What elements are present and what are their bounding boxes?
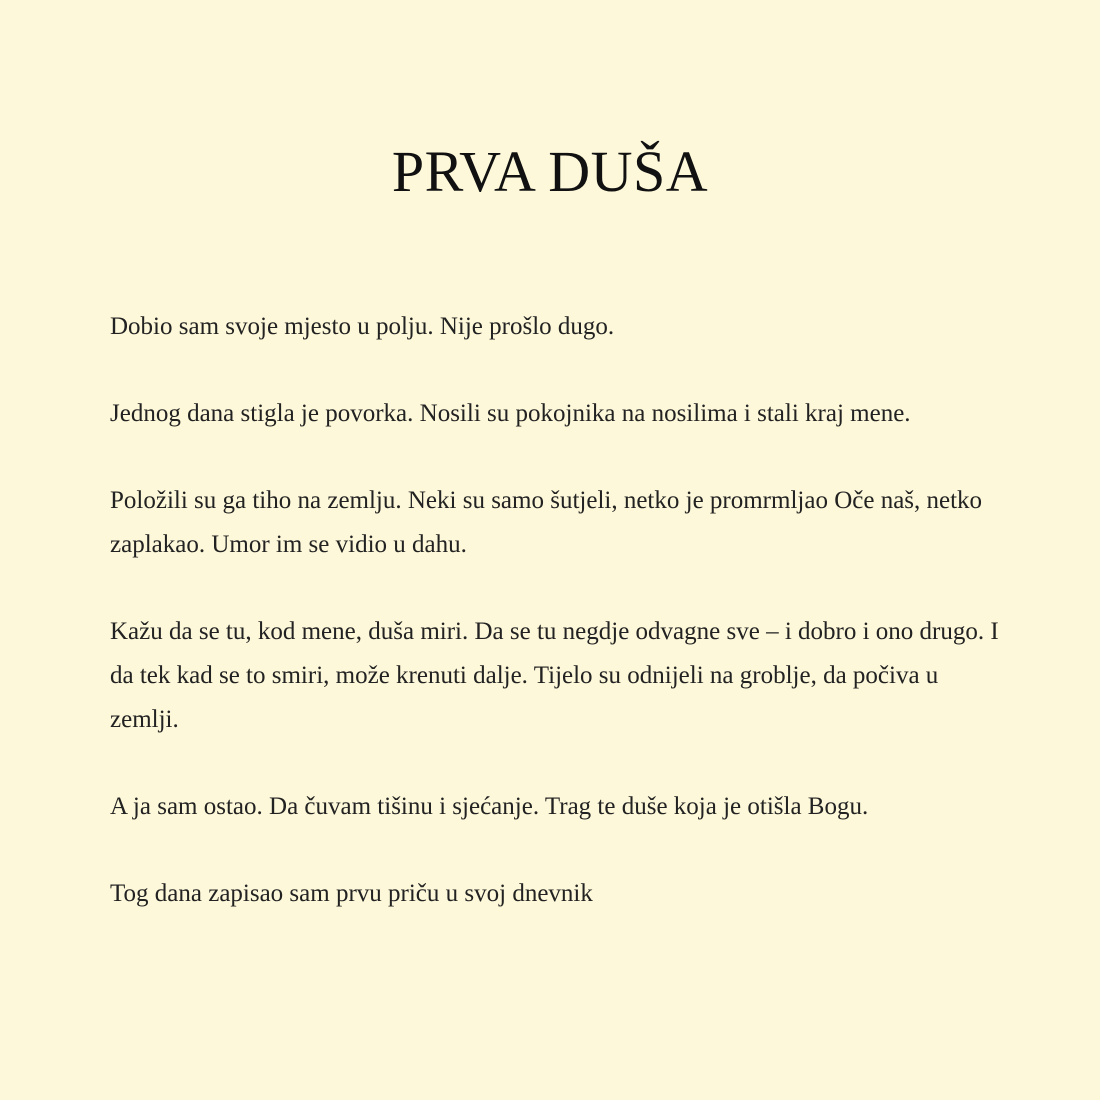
page-title: PRVA DUŠA bbox=[391, 139, 709, 204]
paragraph-4: Kažu da se tu, kod mene, duša miri. Da se tu negdje odvagne sve – i dobro i ono drugo. I da tek kad se to smiri, može krenuti dalje. Tijelo su odnijeli na groblje, da počiva u zemlji. bbox=[110, 618, 999, 733]
paragraph-3: Položili su ga tiho na zemlju. Neki su samo šutjeli, netko je promrmljao Oče naš, netko zaplakao. Umor im se vidio u dahu. bbox=[110, 487, 983, 558]
paragraph-1: Dobio sam svoje mjesto u polju. Nije prošlo dugo. bbox=[110, 313, 615, 340]
paragraph-6: Tog dana zapisao sam prvu priču u svoj dnevnik bbox=[110, 880, 593, 907]
paragraph-2: Jednog dana stigla je povorka. Nosili su pokojnika na nosilima i stali kraj mene. bbox=[110, 400, 911, 427]
paragraph-5: A ja sam ostao. Da čuvam tišinu i sjećanje. Trag te duše koja je otišla Bogu. bbox=[110, 793, 869, 820]
story-body bbox=[110, 305, 1010, 916]
